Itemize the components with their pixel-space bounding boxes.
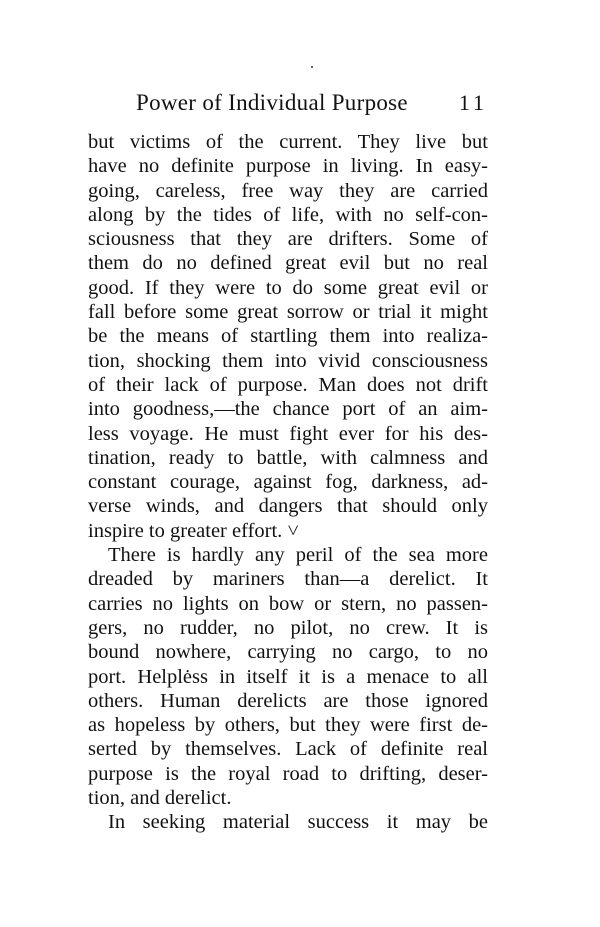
text-line: gers, no rudder, no pilot, no crew. It is (88, 616, 488, 639)
text-line: of their lack of purpose. Man does not drift (88, 373, 488, 396)
running-head (88, 86, 488, 120)
text-line: others. Human derelicts are those ignored (88, 689, 488, 712)
text-line: good. If they were to do some great evil or (88, 276, 488, 299)
text-line: constant courage, against fog, darkness, ad- (88, 471, 488, 494)
text-line: bound nowhere, carrying no cargo, to no (88, 641, 488, 664)
text-line: carries no lights on bow or stern, no passen- (88, 592, 488, 615)
text-line: have no definite purpose in living. In easy- (88, 155, 488, 178)
paragraph (88, 543, 488, 810)
running-title: Power of Individual Purpose (136, 90, 408, 115)
text-line: as hopeless by others, but they were first de- (88, 714, 488, 737)
text-line: fall before some great sorrow or trial it might (88, 301, 488, 324)
page-number: 11 (458, 90, 488, 115)
text-line: dreaded by mariners than—a derelict. It (88, 568, 488, 591)
text-line: verse winds, and dangers that should only (88, 495, 488, 518)
print-speck (311, 66, 313, 68)
text-line: be the means of startling them into realiza- (88, 325, 488, 348)
text-line: but victims of the current. They live but (88, 131, 488, 153)
text-line: tination, ready to battle, with calmness and (88, 446, 488, 469)
text-line: along by the tides of life, with no self-con- (88, 203, 488, 226)
paragraph (88, 130, 488, 543)
text-line: them do no defined great evil but no real (88, 252, 488, 275)
text-line: inspire to greater effort. ˅ (88, 519, 299, 542)
text-line: into goodness,—the chance port of an aim- (88, 398, 488, 421)
text-line: In seeking material success it may be (108, 811, 488, 834)
text-line: tion, shocking them into vivid consciousness (88, 349, 488, 372)
text-line: There is hardly any peril of the sea more (108, 544, 488, 567)
text-line: going, careless, free way they are carried (88, 179, 488, 202)
text-line: sciousness that they are drifters. Some of (88, 228, 488, 251)
text-line: less voyage. He must fight ever for his des- (88, 422, 488, 445)
body-text (88, 130, 488, 835)
text-line: purpose is the royal road to drifting, deser- (88, 762, 488, 785)
text-line: port. Helplėss in itself it is a menace to all (88, 665, 488, 688)
text-line: tion, and derelict. (88, 787, 232, 810)
paragraph (88, 810, 488, 834)
text-line: serted by themselves. Lack of definite real (88, 738, 488, 761)
